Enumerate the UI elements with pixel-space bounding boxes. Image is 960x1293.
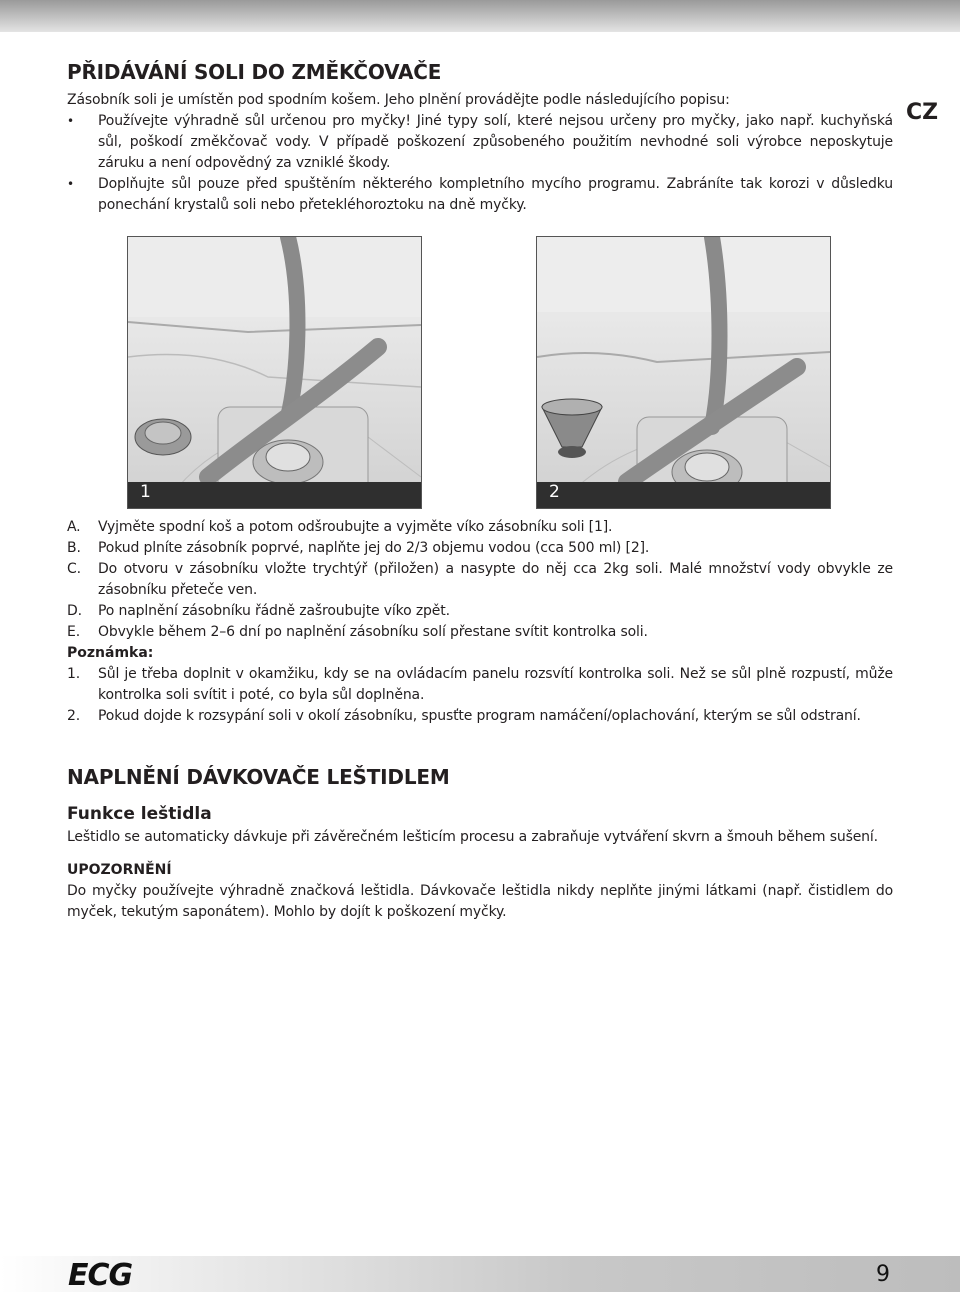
step-item (67, 601, 893, 622)
step-marker: D. (67, 603, 82, 619)
step-item (67, 622, 893, 643)
rinse-aid-text: Leštidlo se automaticky dávkuje při závěrečném lešticím procesu a zabraňuje vytváření skvrn a šmouh během sušení. (67, 829, 878, 845)
language-tag: CZ (906, 100, 939, 125)
note-item (67, 664, 893, 706)
dishwasher-interior-image-1 (128, 237, 421, 508)
page-content (67, 60, 893, 923)
figure-2-funnel (536, 236, 831, 509)
note-marker: 1. (67, 666, 81, 682)
note-marker: 2. (67, 708, 81, 724)
note-item (67, 706, 893, 727)
step-text: Pokud plníte zásobník poprvé, naplňte jej do 2/3 objemu vodou (cca 500 ml) [2]. (98, 540, 650, 556)
step-marker: C. (67, 561, 81, 577)
salt-intro: Zásobník soli je umístěn pod spodním košem. Jeho plnění provádějte podle následujícího popisu: (67, 92, 730, 108)
note-text: Sůl je třeba doplnit v okamžiku, kdy se na ovládacím panelu rozsvítí kontrolka soli. Než se sůl plně rozpustí, může kontrolka soli svítit i poté, co byla sůl doplněna. (98, 666, 893, 703)
step-text: Vyjměte spodní koš a potom odšroubujte a vyjměte víko zásobníku soli [1]. (98, 519, 613, 535)
figure-label: 1 (140, 482, 151, 502)
page-number: 9 (876, 1262, 890, 1287)
bullet-item: • Používejte výhradně sůl určenou pro myčky! Jiné typy solí, které nejsou určeny pro myčky, jako např. kuchyňská sůl, poškodí změkčovač vody. V případě poškození způsobeného použitím nevhodné soli výrobce neposkytuje záruku a není odpovědný za vzniklé škody. (67, 111, 893, 174)
step-item (67, 538, 893, 559)
ecg-logo: ECG (68, 1258, 133, 1293)
figure-1-salt-container (127, 236, 422, 509)
dishwasher-interior-image-2 (537, 237, 830, 508)
warning-title: UPOZORNĚNÍ (67, 862, 172, 878)
top-gradient-bar (0, 0, 960, 32)
step-item (67, 517, 893, 538)
warning-text: Do myčky používejte výhradně značková leštidla. Dávkovače leštidla nikdy neplňte jinými látkami (např. čistidlem do myček, tekutým saponátem). Mohlo by dojít k poškození myčky. (67, 883, 893, 920)
step-marker: B. (67, 540, 81, 556)
figure-row (127, 236, 831, 509)
figure-label: 2 (549, 482, 560, 502)
subtitle-rinse-aid-function: Funkce leštidla (67, 804, 212, 824)
salt-bullets (67, 111, 893, 216)
step-marker: E. (67, 624, 80, 640)
step-text: Po naplnění zásobníku řádně zašroubujte víko zpět. (98, 603, 450, 619)
note-list (67, 664, 893, 727)
step-text: Do otvoru v zásobníku vložte trychtýř (přiložen) a nasypte do něj cca 2kg soli. Malé množství vody obvykle ze zásobníku přeteče ven. (98, 561, 893, 598)
section-title-rinse-aid: NAPLNĚNÍ DÁVKOVAČE LEŠTIDLEM (67, 765, 450, 789)
section-title-salt: PŘIDÁVÁNÍ SOLI DO ZMĚKČOVAČE (67, 60, 442, 84)
step-item (67, 559, 893, 601)
step-text: Obvykle během 2–6 dní po naplnění zásobníku solí přestane svítit kontrolka soli. (98, 624, 648, 640)
note-title: Poznámka: (67, 645, 154, 661)
step-marker: A. (67, 519, 81, 535)
note-text: Pokud dojde k rozsypání soli v okolí zásobníku, spusťte program namáčení/oplachování, kterým se sůl odstraní. (98, 708, 861, 724)
salt-steps (67, 517, 893, 643)
bullet-item: • Doplňujte sůl pouze před spuštěním některého kompletního mycího programu. Zabráníte tak korozi v důsledku ponechání krystalů soli nebo přetekléhoroztoku na dně myčky. (67, 174, 893, 216)
footer-bar (0, 1256, 960, 1292)
